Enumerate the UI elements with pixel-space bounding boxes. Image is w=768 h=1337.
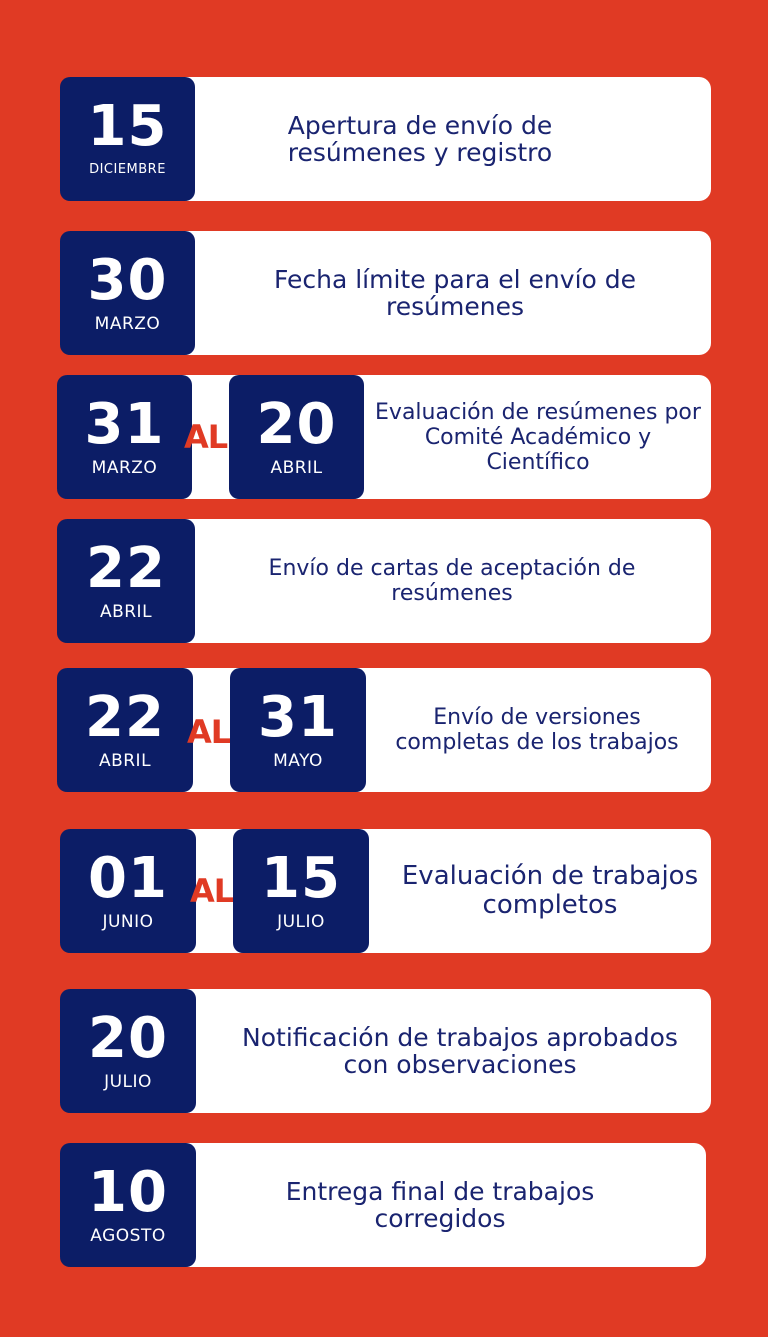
event-description: Notificación de trabajos aprobados con observaciones <box>242 1023 678 1079</box>
event-description: Fecha límite para el envío de resúmenes <box>273 265 637 321</box>
event-card <box>60 77 711 201</box>
event-description: Evaluación de trabajos completos <box>401 861 699 920</box>
date-box-start <box>57 375 192 499</box>
date-box-end <box>229 375 364 499</box>
date-month: ABRIL <box>98 751 152 771</box>
date-day: 30 <box>87 248 168 313</box>
range-connector: AL <box>184 418 228 456</box>
date-month: AGOSTO <box>90 1226 166 1246</box>
date-day: 01 <box>88 846 168 911</box>
range-connector: AL <box>190 872 234 910</box>
date-day: 31 <box>84 392 165 457</box>
date-month: MAYO <box>273 751 323 771</box>
date-month: ABRIL <box>270 458 323 478</box>
date-box <box>57 519 195 643</box>
date-month: ABRIL <box>99 602 153 622</box>
event-card <box>60 231 711 355</box>
event-card <box>57 519 711 643</box>
date-month: JUNIO <box>102 912 154 932</box>
event-card <box>60 829 711 953</box>
date-box <box>60 231 195 355</box>
date-box-end <box>233 829 369 953</box>
date-box-start <box>57 668 193 792</box>
date-day: 10 <box>88 1160 168 1225</box>
date-day: 15 <box>261 846 341 911</box>
date-day: 22 <box>86 536 166 601</box>
event-card <box>60 989 711 1113</box>
date-day: 15 <box>87 94 168 159</box>
date-day: 22 <box>85 685 165 750</box>
date-month: JULIO <box>104 1072 152 1092</box>
date-month: MARZO <box>91 458 158 478</box>
event-description: Envío de cartas de aceptación de resúmenes <box>268 556 636 606</box>
date-box <box>60 77 195 201</box>
date-box-start <box>60 829 196 953</box>
event-card <box>57 668 711 792</box>
date-day: 31 <box>258 685 338 750</box>
event-card <box>60 1143 706 1267</box>
date-box <box>60 989 196 1113</box>
date-box-end <box>230 668 366 792</box>
event-description: Evaluación de resúmenes por Comité Académico y Científico <box>375 399 701 475</box>
date-month: MARZO <box>94 314 161 334</box>
date-month: JULIO <box>277 912 325 932</box>
range-connector: AL <box>187 713 231 751</box>
date-box <box>60 1143 196 1267</box>
date-day: 20 <box>256 392 337 457</box>
event-description: Envío de versiones completas de los trabajos <box>395 705 679 755</box>
event-card <box>57 375 711 499</box>
event-description: Entrega final de trabajos corregidos <box>285 1177 595 1233</box>
date-day: 20 <box>88 1006 168 1071</box>
event-description: Apertura de envío de resúmenes y registro <box>287 111 553 167</box>
date-month: DICIEMBRE <box>89 162 166 177</box>
